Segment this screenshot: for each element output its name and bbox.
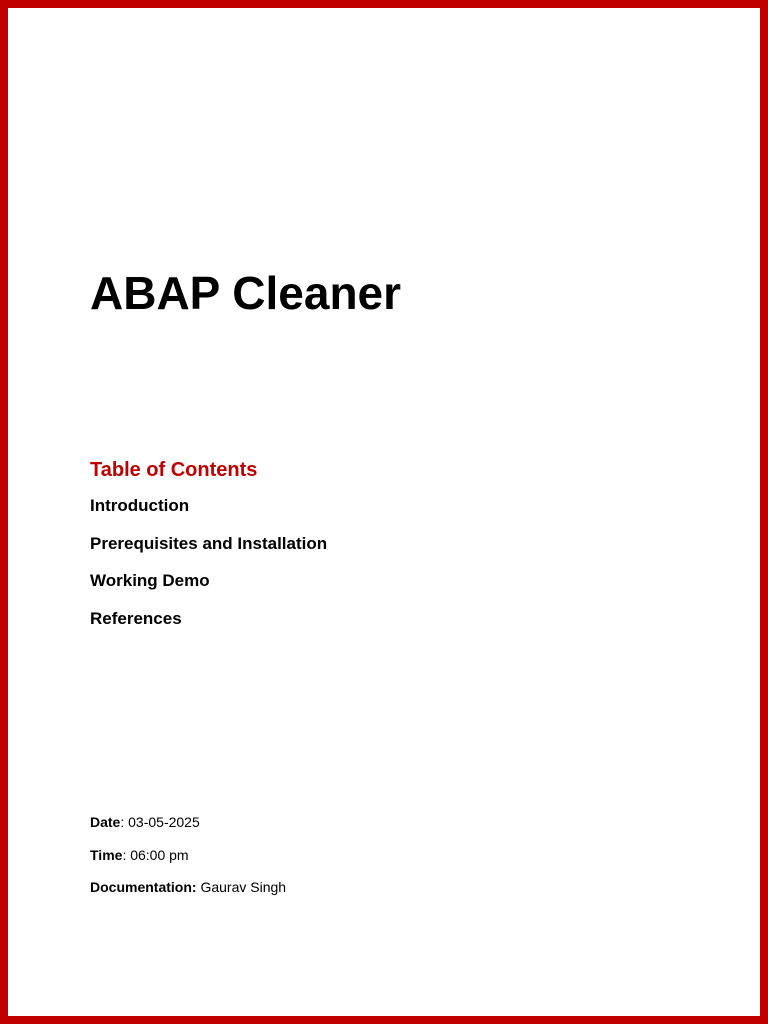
toc-item-prerequisites[interactable]: Prerequisites and Installation	[90, 533, 328, 553]
toc-item-references[interactable]: References	[90, 608, 182, 628]
document-title: ABAP Cleaner	[90, 267, 402, 319]
toc-heading: Table of Contents	[90, 459, 258, 481]
date-value: : 03-05-2025	[120, 814, 200, 830]
toc-item-introduction[interactable]: Introduction	[90, 496, 190, 515]
time-value: : 06:00 pm	[122, 846, 189, 863]
author-row	[90, 878, 286, 896]
author-value: Gaurav Singh	[196, 879, 287, 895]
date-label: Date	[90, 814, 121, 830]
toc-item-working-demo[interactable]: Working Demo	[90, 571, 210, 590]
toc-list	[90, 496, 327, 629]
author-label: Documentation:	[90, 879, 197, 895]
time-row	[90, 846, 286, 864]
date-row	[90, 813, 286, 831]
table-of-contents	[90, 458, 327, 646]
time-label: Time	[90, 846, 123, 863]
document-metadata	[90, 813, 286, 911]
